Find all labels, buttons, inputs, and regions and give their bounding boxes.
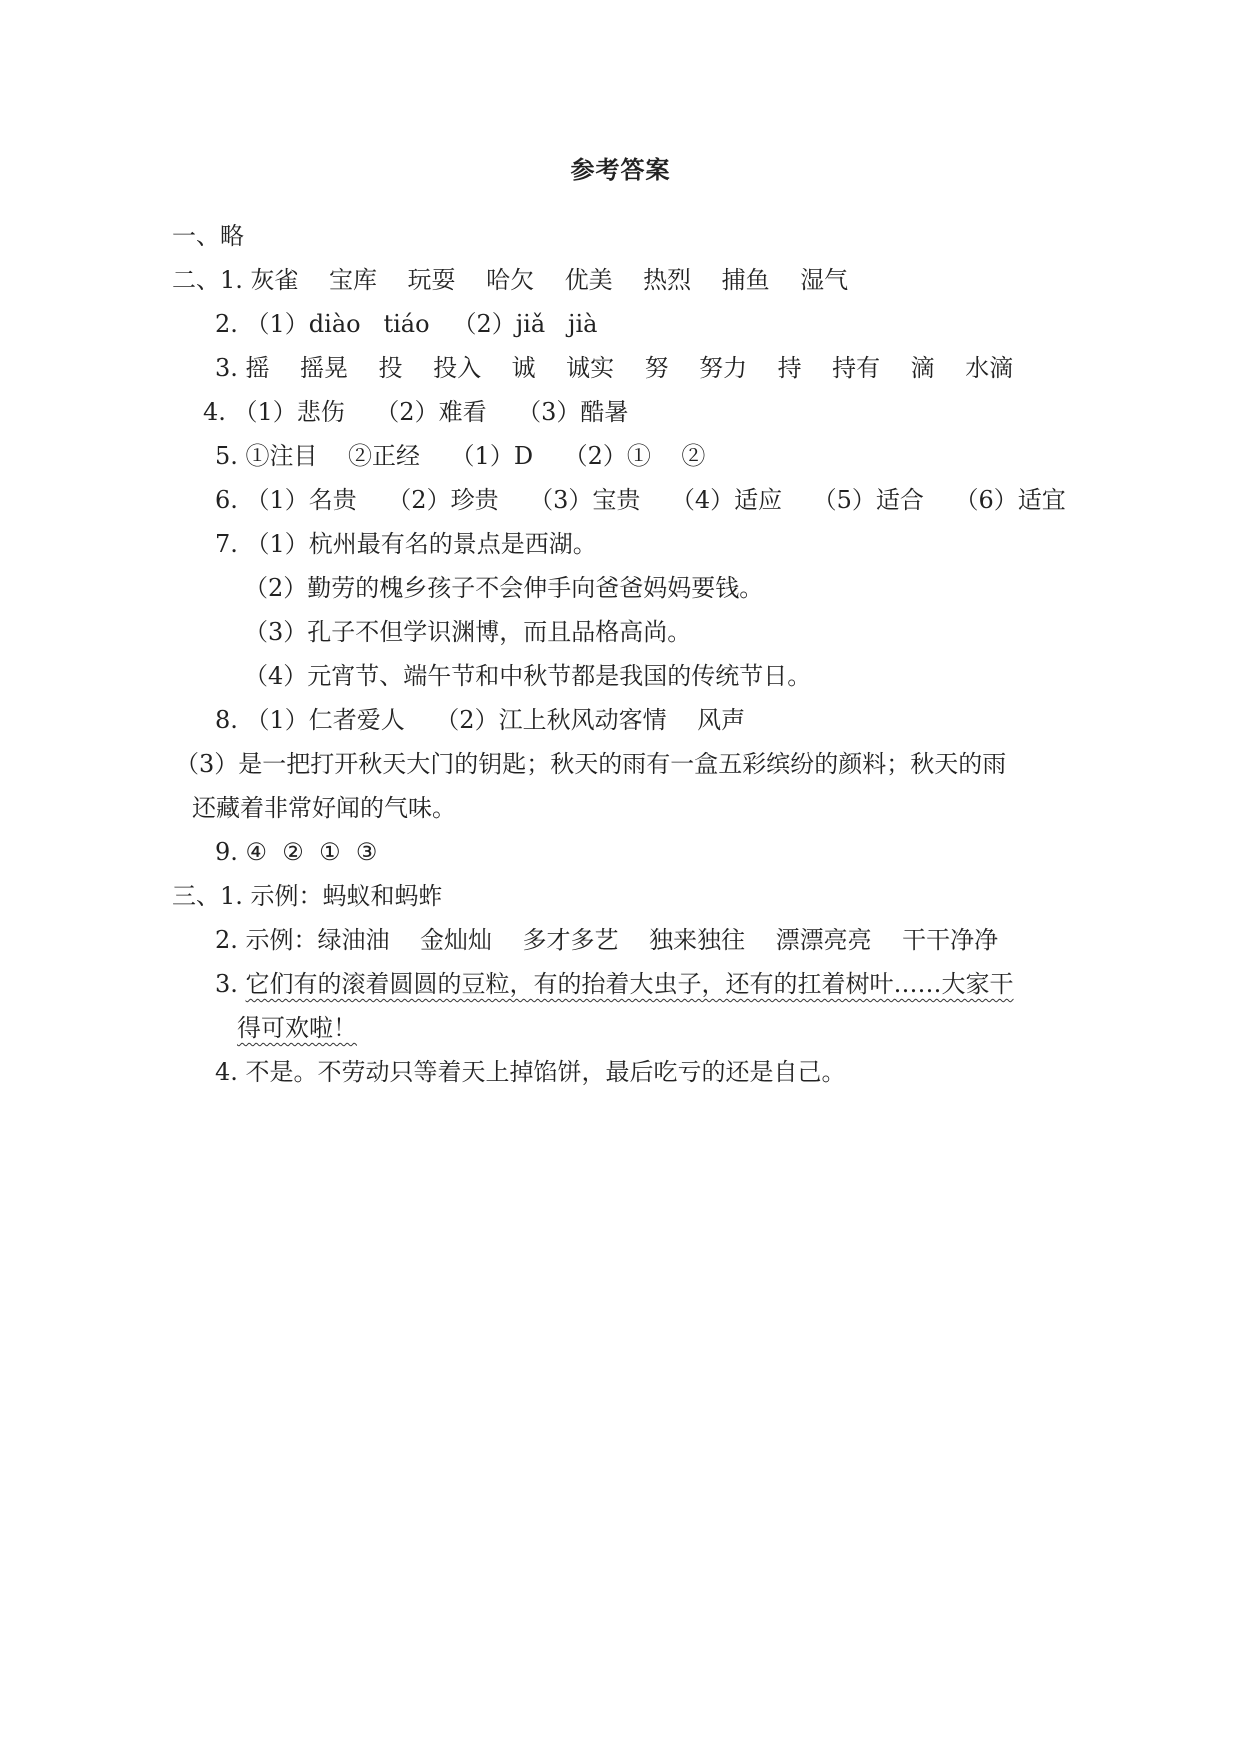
answer-3-1: 三、1. 示例：蚂蚁和蚂蚱 (172, 882, 443, 910)
answer-3-3-text-cont: 得可欢啦！ (237, 1014, 357, 1042)
answer-2-9: 9. ④ ② ① ③ (215, 838, 378, 866)
answer-2-7-2: （2）勤劳的槐乡孩子不会伸手向爸爸妈妈要钱。 (244, 574, 764, 602)
answer-2-8-3-cont: 还藏着非常好闻的气味。 (192, 794, 456, 822)
answer-2-3: 3. 摇 摇晃 投 投入 诚 诚实 努 努力 持 持有 滴 水滴 (215, 354, 1014, 382)
answer-2-5: 5. ①注目 ②正经 （1）D （2）① ② (215, 442, 706, 470)
answer-2-4: 4. （1）悲伤 （2）难看 （3）酷暑 (203, 398, 629, 426)
answer-2-8-3: （3）是一把打开秋天大门的钥匙；秋天的雨有一盒五彩缤纷的颜料；秋天的雨 (175, 750, 1007, 778)
answer-2-7-1: 7. （1）杭州最有名的景点是西湖。 (215, 530, 597, 558)
answer-2-7-4: （4）元宵节、端午节和中秋节都是我国的传统节日。 (244, 662, 812, 690)
answer-3-3-text: 它们有的滚着圆圆的豆粒，有的抬着大虫子，还有的扛着树叶……大家干 (245, 970, 1014, 998)
answer-2-2: 2. （1）diào tiáo （2）jiǎ jià (215, 310, 598, 338)
answer-2-6: 6. （1）名贵 （2）珍贵 （3）宝贵 （4）适应 （5）适合 （6）适宜 (215, 486, 1066, 514)
answer-3-3 (215, 967, 1014, 1001)
answer-2-8: 8. （1）仁者爱人 （2）江上秋风动客情 风声 (215, 706, 746, 734)
answer-3-3-cont (237, 1011, 357, 1045)
page-title: 参考答案 (570, 156, 671, 184)
answer-section-1: 一、略 (172, 222, 244, 250)
answer-3-2: 2. 示例：绿油油 金灿灿 多才多艺 独来独往 漂漂亮亮 干干净净 (215, 926, 999, 954)
answer-2-1: 二、1. 灰雀 宝库 玩耍 哈欠 优美 热烈 捕鱼 湿气 (172, 266, 849, 294)
answer-2-7-3: （3）孔子不但学识渊博，而且品格高尚。 (244, 618, 692, 646)
answer-3-3-number: 3. (215, 970, 246, 998)
answer-3-4: 4. 不是。不劳动只等着天上掉馅饼，最后吃亏的还是自己。 (215, 1058, 846, 1086)
